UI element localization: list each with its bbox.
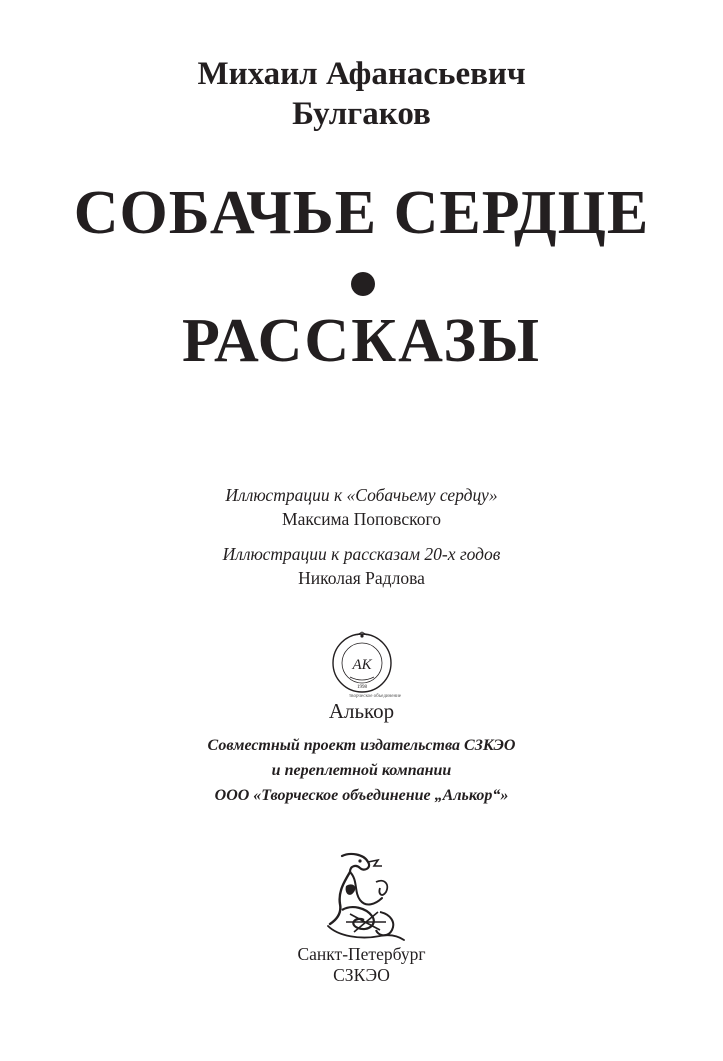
illustrations-credit-2 (0, 542, 723, 590)
book-title: СОБАЧЬЕ СЕРДЦЕ (73, 179, 650, 247)
illustrations-caption: Иллюстрации к рассказам 20-х годов (222, 544, 501, 564)
author-name (0, 54, 723, 134)
author-first-name: Михаил Афанасьевич (197, 56, 526, 92)
illustrations-caption: Иллюстрации к «Собачьему сердцу» (225, 485, 498, 505)
title-separator-dot (351, 272, 375, 296)
logo-monogram: АК (352, 657, 372, 673)
project-line: и переплетной компании (271, 762, 452, 779)
dragon-emblem-icon (320, 852, 406, 942)
illustrator-name: Николая Радлова (298, 568, 425, 588)
illustrator-name: Максима Поповского (282, 509, 441, 529)
author-last-name: Булгаков (292, 96, 431, 132)
logo-ring-text: творческое объединение (349, 694, 402, 699)
imprint (0, 944, 723, 986)
project-line: ООО «Творческое объединение „Алькор“» (214, 787, 509, 804)
imprint-publisher: СЗКЭО (333, 965, 390, 985)
book-subtitle: РАССКАЗЫ (182, 307, 541, 375)
project-line: Совместный проект издательства СЗКЭО (207, 737, 516, 754)
imprint-city: Санкт-Петербург (297, 944, 426, 964)
publisher-logo-name: Алькор (328, 699, 395, 723)
joint-project-note (0, 733, 723, 808)
alkor-monogram-logo (330, 631, 394, 695)
svg-text:1998: 1998 (357, 685, 367, 690)
illustrations-credit-1 (0, 483, 723, 531)
